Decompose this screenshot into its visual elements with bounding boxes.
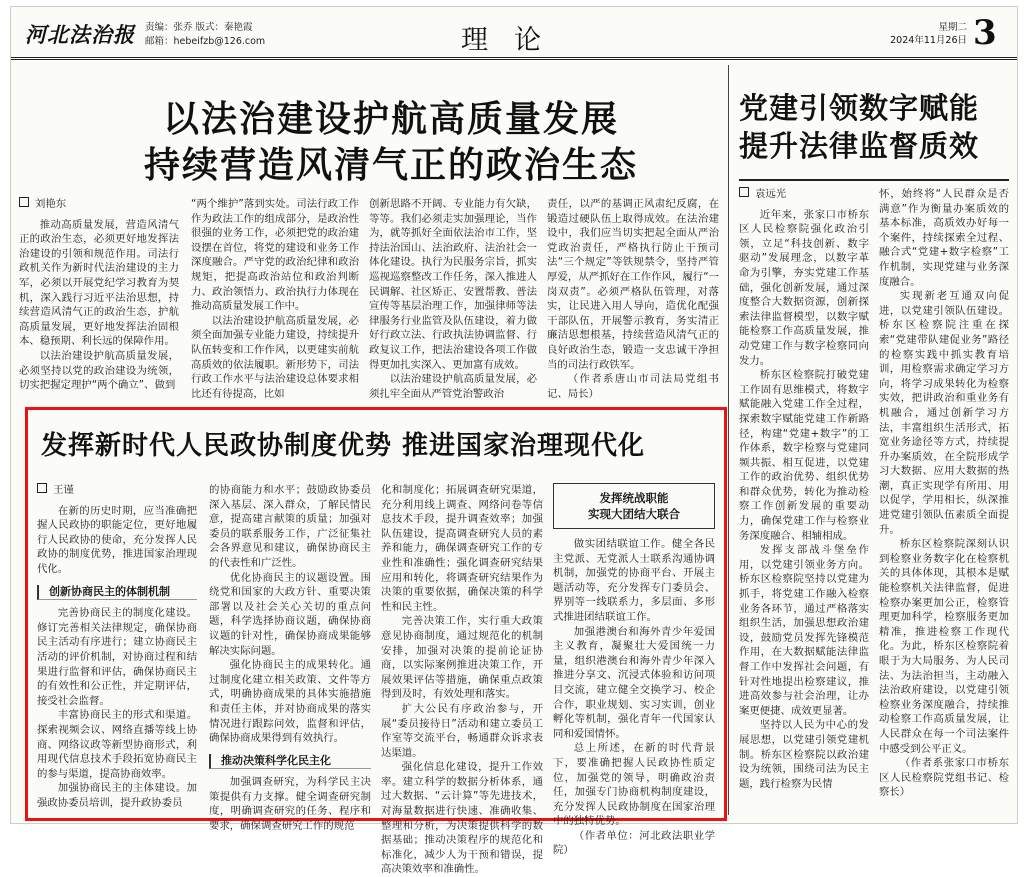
email-line: 邮箱：hebeifzb@126.com: [145, 36, 266, 47]
article3-paragraph: 加强港澳台和海外青少年爱国主义教育，凝聚壮大爱国统一力量，组织港澳台和海外青少年深入推进分享文、沉浸式体验和访问项目交流，建立健全交换学习、校企合作，职业规划、实习实训，创业孵化等机制，强化青年一代国家认同和爱国情怀。: [553, 625, 715, 740]
article2-headline-line2: 提升法律监督质效: [739, 129, 980, 163]
callout-line2: 实现大团结大联合: [588, 507, 680, 521]
article2-headline: [739, 89, 1009, 165]
article3-paragraph: 总上所述，在新的时代背景下，要准确把握人民政协性质定位，加强党的领导，明确政治责任，加强专门协商机构制度建设，充分发挥人民政协制度在国家治理中的独特优势。: [553, 742, 715, 828]
article1-headline: [71, 97, 711, 189]
issue-date: 2024年11月26日: [890, 35, 967, 46]
article1-paragraph: 以法治建设护航高质量发展，必须坚持以党的政治建设为统领，切实把握定理护“两个确立”、做到: [19, 349, 179, 392]
article3-byline: [37, 483, 197, 498]
article1-paragraph: 以法治建设护航高质量发展，必须全面加强专业能力建设，持续提升队伍转变和工作作风，以更建实前航高质效的依法履职。新形势下，司法行政工作水平与法治建设总体要求相比还有待提高，比如: [191, 314, 359, 400]
callout-line1: 发挥统战职能: [599, 491, 669, 505]
article3-subheading: 创新协商民主的体制机制: [37, 585, 197, 601]
article3-paragraph: 强化协商民主的成果转化。通过制度化建立相关政策、文件等方式，明确协商成果的具体实施措施和责任主体，并对协商成果的落实情况进行跟踪问效，监督和评估，确保协商成果得到有效执行。: [209, 659, 371, 745]
article1-headline-line1: 以法治建设护航高质量发展: [162, 99, 619, 140]
article3-paragraph: 优化协商民主的议题设置。围绕党和国家的大政方针、重要决策部署以及社会关心关切的重点问题，科学选择协商议题，确保协商议题的针对性，确保协商成果能够解决实际问题。: [209, 571, 371, 657]
article2-author-note: （作者系张家口市桥东区人民检察院党组书记、检察长）: [879, 757, 1009, 799]
newspaper-logo: 河北法治报: [25, 22, 135, 47]
article1-paragraph: 以法治建设护航高质量发展，必须扎牢全面从严管党治警政治: [369, 373, 537, 400]
article1-column-4: [547, 197, 719, 400]
article3-column-3: [381, 483, 543, 876]
article2-paragraph: 发挥支部战斗堡垒作用，以党建引领业务方向。桥东区检察院坚持以党建为抓手，将党建工作融入检察业务各环节，通过严格落实组织生活，加强思想政治建设，鼓励党员发挥先锋模范作用，在大数据赋能法律监督工作中发挥社会问题，有针对性地提出检察建议，推进高效参与社会治理，让办案更便捷、成效更显著。: [739, 544, 869, 717]
article2-paragraph: 怀，始终将“人民群众是否满意”作为衡量办案质效的基本标准，高质效办好每一个案件，持续探索全过程、融合式“党建+数字检察”工作机制，实现党建与业务深度融合。: [879, 188, 1009, 288]
article1-paragraph: “两个维护”落到实处。司法行政工作作为政法工作的组成部分，是政治性很强的业务工作，必须把党的政治建设摆在首位，将党的建设和业务工作深度融合。严守党的政治纪律和政治规矩，把提高政治站位和政治判断力、政治领悟力、政治执行力体现在推动高质量发展工作中。: [191, 198, 359, 313]
article2-paragraph: 坚持以人民为中心的发展思想，以党建引领党建机制。桥东区检察院以政治建设为统领，围绕司法为民主题，践行检察为民情: [739, 719, 869, 790]
article3-headline: 发挥新时代人民政协制度优势 推进国家治理现代化: [41, 431, 646, 461]
masthead: [11, 7, 1017, 60]
article3-paragraph: 加强调查研究，为科学民主决策提供有力支撑。健全调查研究制度，明确调查研究的任务、程序和要求，确保调查研究工作的规范: [209, 776, 371, 833]
article2-paragraph: 桥东区检察院打破党建工作固有思维模式，将数字赋能融入党建工作全过程，探索数字赋能党建工作新路径，构建“党建+数字”的工作体系，数字检察与党建同频共振、相互促进，以党建工作的政治优势、组织优势和群众优势，转化为推动检察工作创新发展的重要动力，确保党建工作与检察业务深度融合、相辅相成。: [739, 369, 869, 542]
article2-rule: [739, 179, 1009, 181]
article2-author: 袁远光: [755, 188, 787, 200]
article1-column-2: [191, 197, 359, 400]
article1-byline: [19, 197, 179, 212]
article3-callout: [553, 483, 715, 529]
article3-paragraph: 完善协商民主的制度化建设。修订完善相关法律规定，确保协商民主活动有序进行；建立协商民主活动的评价机制，对协商过程和结果进行监督和评估，确保协商民主的有效性和公正性，并定期评估，接受社会监督。: [37, 607, 197, 707]
article1-column-1: [19, 197, 179, 397]
article3-paragraph: 加强协商民主的主体建设。加强政协委员培训，提升政协委员: [37, 782, 197, 809]
newspaper-page: [10, 6, 1018, 876]
article3-paragraph: 强化信息化建设，提升工作效率。建立科学的数据分析体系，通过大数据、“云计算”等先进技术，对海量数据进行快速、准确收集、整理和分析，为决策提供科学的数据基础；推动决策程序的规范化和标准化，减少人为干预和错误，提高决策效率和准确性。: [381, 761, 543, 876]
article2-headline-line1: 党建引领数字赋能: [739, 91, 980, 125]
editors-line: 责编：张乔 版式：秦艳霞: [145, 22, 253, 33]
article3-subheading: 推动决策科学化民主化: [209, 754, 371, 770]
article2-column-2: [879, 187, 1009, 817]
article2-paragraph: 实现新老互通双向促进，以党建引领队伍建设。桥东区检察院注重在探索“党建带队建促业务”路径的检察实践中抓实教育培训，用检察需求确定学习方向，将学习成果转化为检察实效，把讲政治和重业务有机融合，通过创新学习方法，丰富组织生活形式，拓宽业务途径等方式，持续提升办案质效，在全院形成学习大数据、应用大数据的热潮，真正实现学有所用、用以促学，学用相长，纵深推进党建引领队伍素质全面提升。: [879, 290, 1009, 536]
article3-author: 王谨: [53, 484, 74, 496]
article3-paragraph: 化和制度化；拓展调查研究渠道，充分利用线上调查、网络问卷等信息技术手段，提升调查效率；加强队伍建设，提高调查研究人员的素养和能力，确保调查研究工作的专业性和准确性；强化调查研究结果应用和转化，将调查研究结果作为决策的重要依据，确保决策的科学性和民主性。: [381, 484, 543, 613]
article2-paragraph: 近年来，张家口市桥东区人民检察院强化政治引领，立足“科技创新、数字驱动”发展理念，以数字革命为引擎，夯实党建工作基础，强化创新发展，通过深度整合大数据资源，创新探索法律监督模型，以数字赋能检察工作高质量发展，推动党建工作与数字检察同向发力。: [739, 208, 869, 367]
article3-paragraph: 扩大公民有序政治参与，开展“委员接待日”活动和建立委员工作室等交流平台，畅通群众诉求表达渠道。: [381, 702, 543, 759]
article1-paragraph: 创新思路不开阔、专业能力有欠缺，等等。我们必须走实加强理论，当作为，就等抓好全面依法治市工作，坚持法治国山、法治政府、法治社会一体化建设。执行为民服务宗旨，抓实巡视巡察整改工作任务，深入推进人民调解、社区矫正、安置帮教、普法宣传等基层治理工作，加强律师等法律服务行业监管及队伍建设，着力做好行政立法、行政执法协调监督、行政复议工作，把法治建设各项工作做得更加扎实深入、更加富有成效。: [369, 198, 537, 371]
page-number: 3: [973, 13, 997, 53]
article3-column-4: [553, 483, 715, 857]
article1-paragraph: 责任，以严的基调正风肃纪反腐，在锻造过硬队伍上取得成效。在法治建设中，我们应当切实把起全面从严治党政治责任，严格执行防止干预司法“三个规定”等铁规禁令，坚持严管厚爱，从严抓好在工作作风，履行“一岗双责”。必须严格队伍管理，对落实，让民进入用人导向，造优化配强干部队伍，开展警示教育，务实清正廉洁思想根基，持续营造风清气正的良好政治生态，锻造一支忠诚干净担当的司法行政铁军。: [547, 198, 719, 371]
article3-paragraph: 在新的历史时期，应当准确把握人民政协的职能定位，更好地履行人民政协的使命，充分发挥人民政协的制度优势，推进国家治理现代化。: [37, 504, 197, 575]
article1-column-3: [369, 197, 537, 400]
date-block: [873, 21, 967, 47]
article1-author-note: （作者系唐山市司法局党组书记、局长）: [547, 373, 719, 400]
byline-box-icon: [739, 187, 749, 197]
article1-headline-line2: 持续营造风清气正的政治生态: [143, 145, 638, 186]
article3-column-2: [209, 483, 371, 833]
article3-paragraph: 的协商能力和水平；鼓励政协委员深入基层、深入群众，了解民情民意，提高建言献策的质量；加强对委员的联系服务工作，广泛征集社会各界意见和建议，确保协商民主的代表性和广泛性。: [209, 484, 371, 569]
article2-column-1: [739, 187, 869, 817]
byline-box-icon: [19, 197, 29, 207]
article1-paragraph: 推动高质量发展，营造风清气正的政治生态，必须更好地发挥法治建设的引领和规范作用。司法行政机关作为新时代法治建设的主力军，必须以开展党纪学习教育为契机，深入践行习近平法治思想，持续营造风清气正的政治生态，护航高质量发展，更好地发挥法治固根本、稳预期、利长远的保障作用。: [19, 218, 179, 348]
column-divider: [728, 65, 729, 815]
article3-column-1: [37, 483, 197, 813]
editor-info: [145, 21, 265, 49]
article1-author: 刘艳东: [35, 198, 67, 210]
article2-byline: [739, 187, 869, 202]
article3-paragraph: 做实团结联谊工作。健全各民主党派、无党派人士联系沟通协调机制，加强党的协商平台、开展主题活动等，充分发挥专门委员会、界别等一线联系力，多层面、多形式推进团结联谊工作。: [553, 538, 715, 623]
byline-box-icon: [37, 483, 47, 493]
article3-author-note: （作者单位：河北政法职业学院）: [553, 829, 715, 857]
article3-paragraph: 完善决策工作，实行重大政策意见协商制度，通过规范化的机制安排，加强对决策的提前论证协商，以实际案例推进决策工作，开展效果评估等措施，确保重点政策得到及时，有效处理和落实。: [381, 615, 543, 701]
weekday: 星期二: [938, 22, 967, 33]
section-title: 理论: [461, 25, 567, 56]
article2-paragraph: 桥东区检察院深刻认识到检察业务数字化在检察机关的具体体现，其根本是赋能检察机关法律监督，促进检察办案更加公正，检察管理更加科学，检察服务更加精准，推进检察工作现代化。为此，桥东区检察院着眼于为大局服务、为人民司法、为法治担当，主动融入法治政府建设，以党建引领检察业务深度融合，持续推动检察工作高质量发展，让人民群众在每一个司法案件中感受到公平正义。: [879, 538, 1009, 755]
article3-paragraph: 丰富协商民主的形式和渠道。探索视频会议、网络直播等线上协商、网络议政等新型协商形式，利用现代信息技术手段拓宽协商民主的参与渠道，提高协商效率。: [37, 709, 197, 780]
